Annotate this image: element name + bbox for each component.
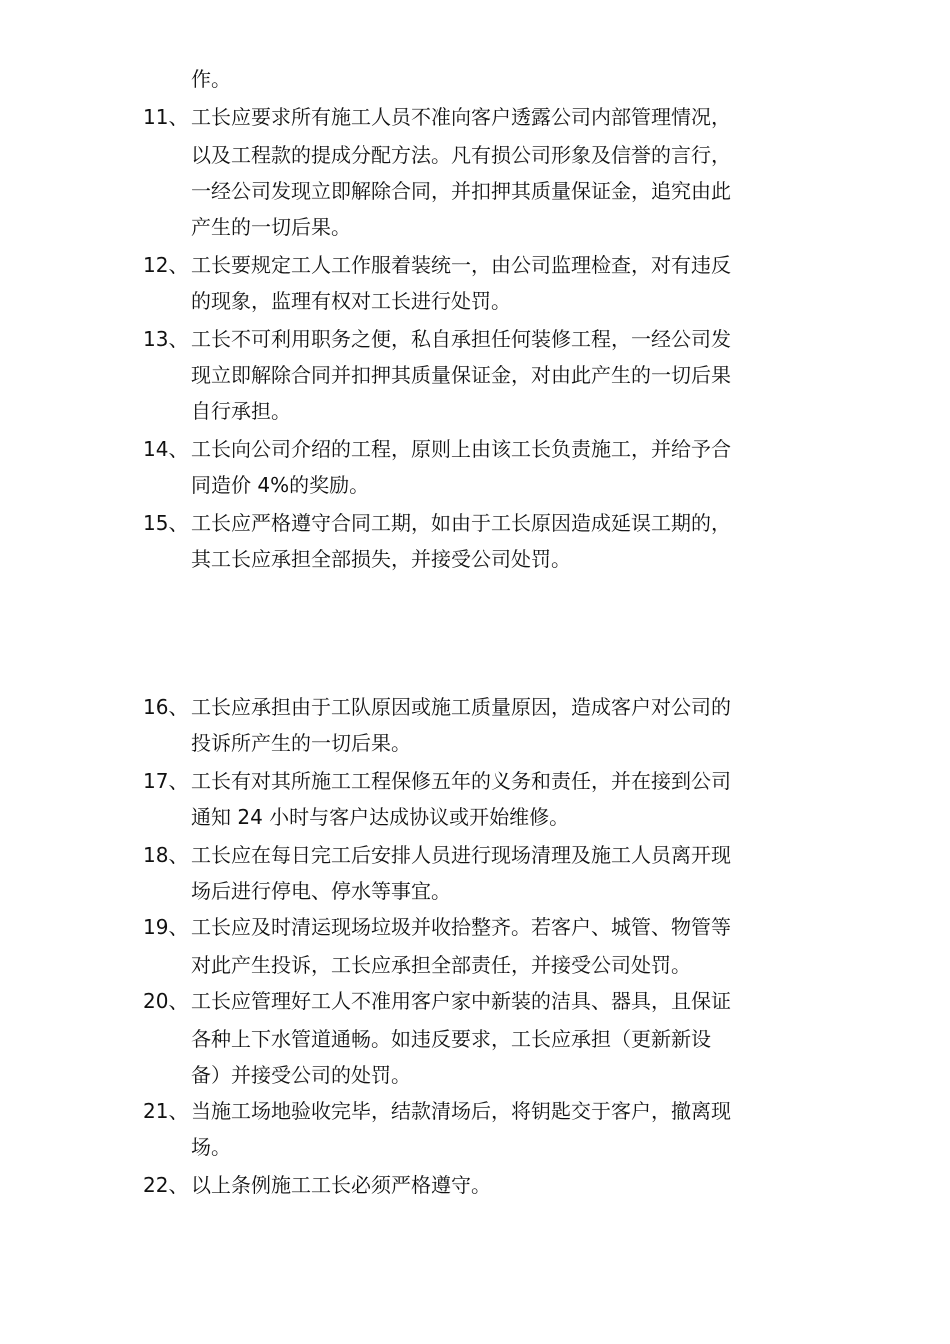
- line-text: 场后进行停电、停水等事宜。: [191, 879, 451, 903]
- line-text: 其工长应承担全部损失，并接受公司处罚。: [191, 547, 571, 571]
- line-text: 场。: [191, 1135, 231, 1159]
- line-text: 工长应管理好工人不准用客户家中新装的洁具、器具，且保证: [191, 989, 731, 1013]
- item-number: 17、: [143, 769, 189, 793]
- item-number: 13、: [143, 327, 189, 351]
- line-text: 投诉所产生的一切后果。: [191, 731, 411, 755]
- item-number: 16、: [143, 695, 189, 719]
- line-text: 工长应要求所有施工人员不准向客户透露公司内部管理情况，: [191, 105, 731, 129]
- line-text: 以及工程款的提成分配方法。凡有损公司形象及信誉的言行，: [191, 143, 731, 167]
- line-text: 备）并接受公司的处罚。: [191, 1063, 411, 1087]
- line-text: 工长应承担由于工队原因或施工质量原因，造成客户对公司的: [191, 695, 731, 719]
- item-number: 12、: [143, 253, 189, 277]
- line-text: 以上条例施工工长必须严格遵守。: [191, 1173, 491, 1197]
- line-text: 工长要规定工人工作服着装统一，由公司监理检查，对有违反: [191, 253, 731, 277]
- item-number: 22、: [143, 1173, 189, 1197]
- line-text: 作。: [191, 67, 231, 91]
- line-text: 一经公司发现立即解除合同，并扣押其质量保证金，追究由此: [191, 179, 731, 203]
- item-number: 20、: [143, 989, 189, 1013]
- item-number: 21、: [143, 1099, 189, 1123]
- item-number: 15、: [143, 511, 189, 535]
- line-text: 对此产生投诉，工长应承担全部责任，并接受公司处罚。: [191, 953, 691, 977]
- line-text: 工长有对其所施工工程保修五年的义务和责任，并在接到公司: [191, 769, 731, 793]
- item-number: 14、: [143, 437, 189, 461]
- line-text: 工长应在每日完工后安排人员进行现场清理及施工人员离开现: [191, 843, 731, 867]
- line-text: 产生的一切后果。: [191, 215, 351, 239]
- line-text: 自行承担。: [191, 399, 291, 423]
- item-number: 19、: [143, 915, 189, 939]
- line-text: 现立即解除合同并扣押其质量保证金，对由此产生的一切后果: [191, 363, 731, 387]
- line-text: 工长应严格遵守合同工期，如由于工长原因造成延误工期的，: [191, 511, 731, 535]
- line-text: 工长不可利用职务之便，私自承担任何装修工程，一经公司发: [191, 327, 731, 351]
- line-text: 当施工场地验收完毕，结款清场后，将钥匙交于客户，撤离现: [191, 1099, 731, 1123]
- item-number: 11、: [143, 105, 189, 129]
- line-text: 工长应及时清运现场垃圾并收拾整齐。若客户、城管、物管等: [191, 915, 731, 939]
- line-text: 各种上下水管道通畅。如违反要求，工长应承担（更新新设: [191, 1027, 711, 1051]
- line-text: 同造价 4%的奖励。: [191, 473, 370, 497]
- line-text: 的现象，监理有权对工长进行处罚。: [191, 289, 511, 313]
- line-text: 通知 24 小时与客户达成协议或开始维修。: [191, 805, 570, 829]
- line-text: 工长向公司介绍的工程，原则上由该工长负责施工，并给予合: [191, 437, 731, 461]
- item-number: 18、: [143, 843, 189, 867]
